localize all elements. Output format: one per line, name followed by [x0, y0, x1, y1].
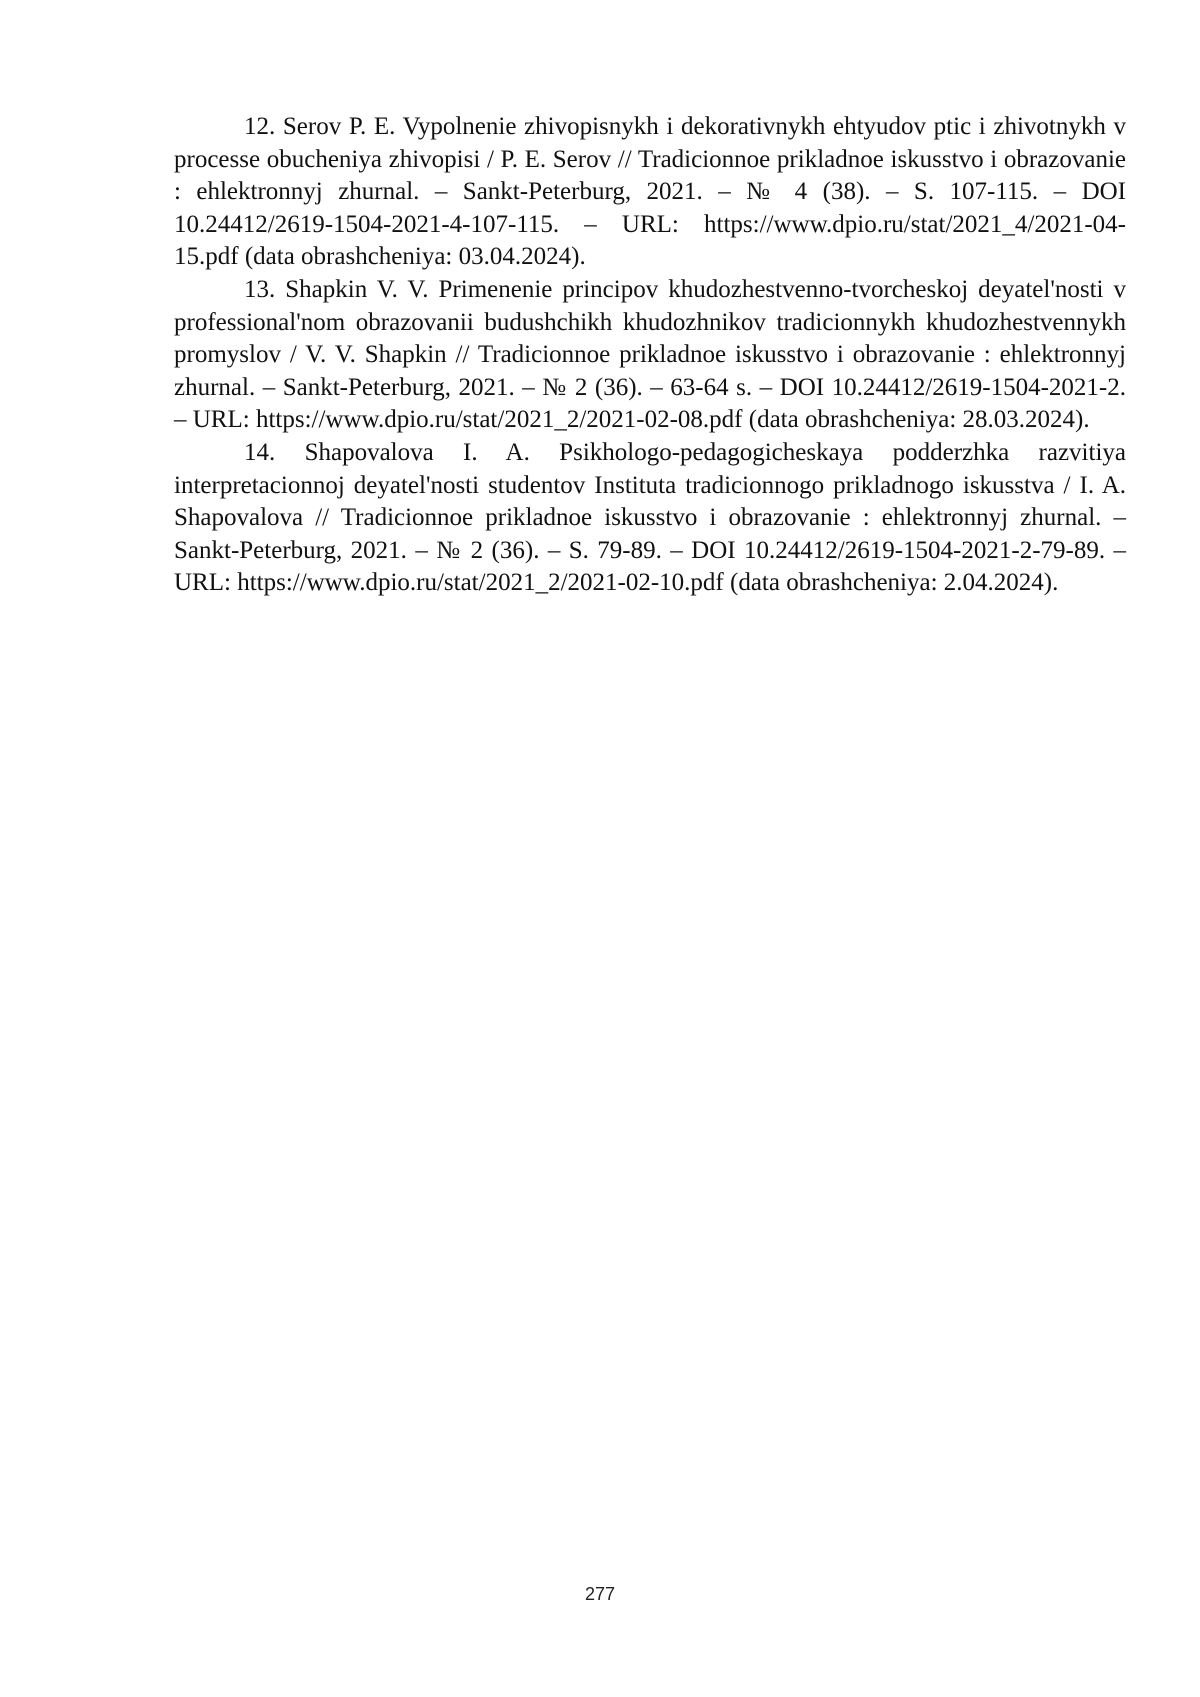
reference-item-14: 14. Shapovalova I. A. Psikhologo-pedagogicheskaya podderzhka razvitiya interpretacionnoj deyatel'nosti studentov Instituta tradicionnogo prikladnogo iskusstva / I. A. Shapovalova // Tradicionnoe prikladnoe iskusstvo i obrazovanie : ehlektronnyj zhurnal. – Sankt-Peterburg, 2021. – № 2 (36). – S. 79-89. – DOI 10.24412/2619-1504-2021-2-79-89. – URL: https://www.dpio.ru/stat/2021_2/2021-02-10.pdf (data obrashcheniya: 2.04.2024).: [174, 438, 1126, 597]
page-number: 277: [584, 1584, 616, 1604]
reference-item-12: 12. Serov P. E. Vypolnenie zhivopisnykh i dekorativnykh ehtyudov ptic i zhivotnykh v processe obucheniya zhivopisi / P. E. Serov // Tradicionnoe prikladnoe iskusstvo i obrazovanie : ehlektronnyj zhurnal. – Sankt-Peterburg, 2021. – № 4 (38). – S. 107-115. – DOI 10.24412/2619-1504-2021-4-107-115. – URL: https://www.dpio.ru/stat/2021_4/2021-04-15.pdf (data obrashcheniya: 03.04.2024).: [174, 113, 1126, 271]
reference-list: [174, 111, 1126, 600]
reference-item-13: 13. Shapkin V. V. Primenenie principov khudozhestvenno-tvorcheskoj deyatel'nosti v professional'nom obrazovanii budushchikh khudozhnikov tradicionnykh khudozhestvennykh promyslov / V. V. Shapkin // Tradicionnoe prikladnoe iskusstvo i obrazovanie : ehlektronnyj zhurnal. – Sankt-Peterburg, 2021. – № 2 (36). – 63-64 s. – DOI 10.24412/2619-1504-2021-2. – URL: https://www.dpio.ru/stat/2021_2/2021-02-08.pdf (data obrashcheniya: 28.03.2024).: [174, 275, 1126, 434]
